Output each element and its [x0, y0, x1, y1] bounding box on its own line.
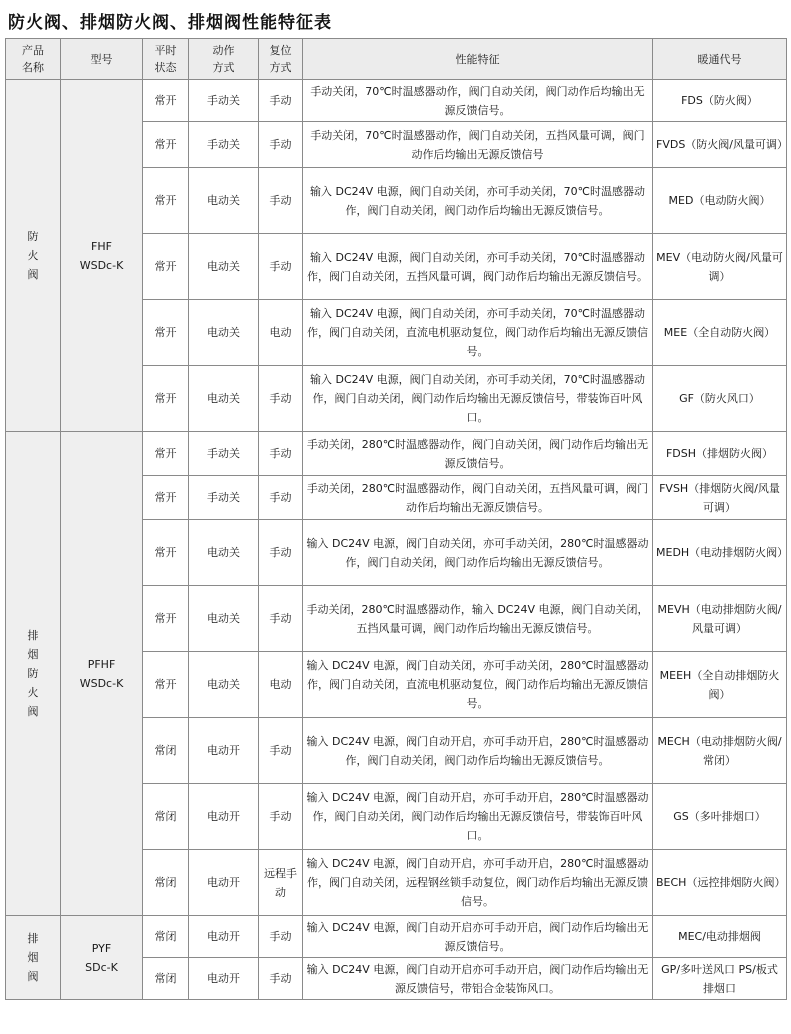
reset-mode-cell: 电动: [259, 652, 303, 718]
reset-mode-cell: 手动: [259, 784, 303, 850]
feature-cell: 输入 DC24V 电源，阀门自动开启，亦可手动开启，280℃时温感器动作，阀门自动关闭，远程钢丝锁手动复位，阀门动作后均输出无源反馈信号。: [303, 850, 653, 916]
category-char: 排: [27, 932, 39, 945]
normal-state-cell: 常开: [143, 366, 189, 432]
normal-state-cell: 常开: [143, 432, 189, 476]
normal-state-cell: 常开: [143, 80, 189, 122]
action-mode-cell: 电动开: [189, 850, 259, 916]
performance-table: [5, 38, 787, 1000]
hvac-code-cell: MECH（电动排烟防火阀/常闭）: [653, 718, 787, 784]
action-mode-cell: 电动开: [189, 784, 259, 850]
model-line: WSDc-K: [79, 258, 124, 272]
page-title: 防火阀、排烟防火阀、排烟阀性能特征表: [8, 13, 332, 33]
table-body: [6, 80, 787, 1000]
hvac-code-cell: MEV（电动防火阀/风量可调）: [653, 234, 787, 300]
feature-cell: 输入 DC24V 电源，阀门自动关闭，亦可手动关闭，70℃时温感器动作，阀门自动关闭，直流电机驱动复位，阀门动作后均输出无源反馈信号。: [303, 300, 653, 366]
feature-cell: 输入 DC24V 电源，阀门自动关闭，亦可手动关闭，70℃时温感器动作，阀门自动关闭，五挡风量可调，阀门动作后均输出无源反馈信号。: [303, 234, 653, 300]
normal-state-cell: 常开: [143, 122, 189, 168]
category-char: 火: [27, 249, 39, 262]
reset-mode-cell: 手动: [259, 586, 303, 652]
model-line: WSDc-K: [79, 676, 124, 690]
header-row: [6, 39, 787, 80]
model-number: [61, 916, 143, 1000]
action-mode-cell: 手动关: [189, 122, 259, 168]
category-char: 防: [27, 230, 39, 243]
hvac-code-cell: GS（多叶排烟口）: [653, 784, 787, 850]
action-mode-cell: 电动关: [189, 168, 259, 234]
hvac-code-cell: GF（防火风口）: [653, 366, 787, 432]
model-number: [61, 80, 143, 432]
feature-cell: 输入 DC24V 电源，阀门自动开启，亦可手动开启，280℃时温感器动作，阀门自动关闭，阀门动作后均输出无源反馈信号，带装饰百叶风口。: [303, 784, 653, 850]
feature-cell: 输入 DC24V 电源，阀门自动关闭，亦可手动关闭，70℃时温感器动作，阀门自动关闭，阀门动作后均输出无源反馈信号。: [303, 168, 653, 234]
table-row: [6, 432, 787, 476]
reset-mode-cell: 电动: [259, 300, 303, 366]
action-mode-cell: 电动关: [189, 520, 259, 586]
header-reset-mode: 复位 方式: [259, 39, 303, 80]
feature-cell: 手动关闭，280℃时温感器动作，输入 DC24V 电源，阀门自动关闭，五挡风量可调，阀门动作后均输出无源反馈信号。: [303, 586, 653, 652]
product-category: [6, 432, 61, 916]
model-line: SDc-K: [85, 960, 118, 974]
model-line: PFHF: [87, 657, 116, 671]
header-action-mode: 动作 方式: [189, 39, 259, 80]
feature-cell: 输入 DC24V 电源，阀门自动关闭，亦可手动关闭，280℃时温感器动作，阀门自动关闭，直流电机驱动复位，阀门动作后均输出无源反馈信号。: [303, 652, 653, 718]
normal-state-cell: 常开: [143, 168, 189, 234]
hvac-code-cell: MED（电动防火阀）: [653, 168, 787, 234]
normal-state-cell: 常闭: [143, 850, 189, 916]
hvac-code-cell: FDS（防火阀）: [653, 80, 787, 122]
feature-cell: 输入 DC24V 电源，阀门自动关闭，亦可手动关闭，280℃时温感器动作，阀门自动关闭，阀门动作后均输出无源反馈信号。: [303, 520, 653, 586]
feature-cell: 手动关闭，280℃时温感器动作，阀门自动关闭，五挡风量可调，阀门动作后均输出无源反馈信号。: [303, 476, 653, 520]
header-features: 性能特征: [303, 39, 653, 80]
table-row: [6, 916, 787, 958]
action-mode-cell: 电动关: [189, 300, 259, 366]
action-mode-cell: 电动关: [189, 366, 259, 432]
reset-mode-cell: 手动: [259, 916, 303, 958]
category-char: 烟: [27, 951, 39, 964]
normal-state-cell: 常闭: [143, 958, 189, 1000]
table-row: [6, 80, 787, 122]
hvac-code-cell: FDSH（排烟防火阀）: [653, 432, 787, 476]
reset-mode-cell: 手动: [259, 168, 303, 234]
normal-state-cell: 常开: [143, 476, 189, 520]
reset-mode-cell: 手动: [259, 958, 303, 1000]
action-mode-cell: 电动开: [189, 958, 259, 1000]
hvac-code-cell: MEE（全自动防火阀）: [653, 300, 787, 366]
feature-cell: 输入 DC24V 电源，阀门自动开启亦可手动开启，阀门动作后均输出无源反馈信号，带铝合金装饰风口。: [303, 958, 653, 1000]
hvac-code-cell: BECH（远控排烟防火阀）: [653, 850, 787, 916]
feature-cell: 手动关闭，70℃时温感器动作，阀门自动关闭，五挡风量可调，阀门动作后均输出无源反馈信号: [303, 122, 653, 168]
category-char: 烟: [27, 648, 39, 661]
reset-mode-cell: 手动: [259, 122, 303, 168]
hvac-code-cell: FVDS（防火阀/风量可调）: [653, 122, 787, 168]
action-mode-cell: 电动关: [189, 586, 259, 652]
normal-state-cell: 常开: [143, 234, 189, 300]
category-char: 阀: [27, 970, 39, 983]
action-mode-cell: 电动开: [189, 718, 259, 784]
category-char: 排: [27, 629, 39, 642]
hvac-code-cell: MEC/电动排烟阀: [653, 916, 787, 958]
reset-mode-cell: 手动: [259, 234, 303, 300]
header-product-name: 产品 名称: [6, 39, 61, 80]
action-mode-cell: 电动关: [189, 234, 259, 300]
product-category: [6, 80, 61, 432]
model-line: PYF: [91, 941, 112, 955]
hvac-code-cell: MEVH（电动排烟防火阀/风量可调）: [653, 586, 787, 652]
action-mode-cell: 手动关: [189, 476, 259, 520]
header-model: 型号: [61, 39, 143, 80]
hvac-code-cell: MEDH（电动排烟防火阀）: [653, 520, 787, 586]
model-line: FHF: [91, 239, 112, 253]
model-number: [61, 432, 143, 916]
feature-cell: 输入 DC24V 电源，阀门自动开启，亦可手动开启，280℃时温感器动作，阀门自动关闭，阀门动作后均输出无源反馈信号。: [303, 718, 653, 784]
reset-mode-cell: 手动: [259, 718, 303, 784]
reset-mode-cell: 远程手动: [259, 850, 303, 916]
action-mode-cell: 电动开: [189, 916, 259, 958]
header-normal-state: 平时 状态: [143, 39, 189, 80]
reset-mode-cell: 手动: [259, 366, 303, 432]
normal-state-cell: 常闭: [143, 784, 189, 850]
normal-state-cell: 常闭: [143, 718, 189, 784]
reset-mode-cell: 手动: [259, 80, 303, 122]
normal-state-cell: 常闭: [143, 916, 189, 958]
header-hvac-code: 暖通代号: [653, 39, 787, 80]
product-category: [6, 916, 61, 1000]
reset-mode-cell: 手动: [259, 476, 303, 520]
hvac-code-cell: FVSH（排烟防火阀/风量可调）: [653, 476, 787, 520]
normal-state-cell: 常开: [143, 586, 189, 652]
normal-state-cell: 常开: [143, 652, 189, 718]
hvac-code-cell: MEEH（全自动排烟防火阀）: [653, 652, 787, 718]
category-char: 阀: [27, 705, 39, 718]
category-char: 防: [27, 667, 39, 680]
action-mode-cell: 手动关: [189, 80, 259, 122]
feature-cell: 输入 DC24V 电源，阀门自动关闭，亦可手动关闭，70℃时温感器动作，阀门自动关闭，阀门动作后均输出无源反馈信号，带装饰百叶风口。: [303, 366, 653, 432]
action-mode-cell: 手动关: [189, 432, 259, 476]
reset-mode-cell: 手动: [259, 520, 303, 586]
category-char: 阀: [27, 268, 39, 281]
hvac-code-cell: GP/多叶送风口 PS/板式排烟口: [653, 958, 787, 1000]
normal-state-cell: 常开: [143, 520, 189, 586]
normal-state-cell: 常开: [143, 300, 189, 366]
feature-cell: 手动关闭，280℃时温感器动作，阀门自动关闭，阀门动作后均输出无源反馈信号。: [303, 432, 653, 476]
reset-mode-cell: 手动: [259, 432, 303, 476]
action-mode-cell: 电动关: [189, 652, 259, 718]
category-char: 火: [27, 686, 39, 699]
feature-cell: 输入 DC24V 电源，阀门自动开启亦可手动开启，阀门动作后均输出无源反馈信号。: [303, 916, 653, 958]
feature-cell: 手动关闭，70℃时温感器动作，阀门自动关闭，阀门动作后均输出无源反馈信号。: [303, 80, 653, 122]
